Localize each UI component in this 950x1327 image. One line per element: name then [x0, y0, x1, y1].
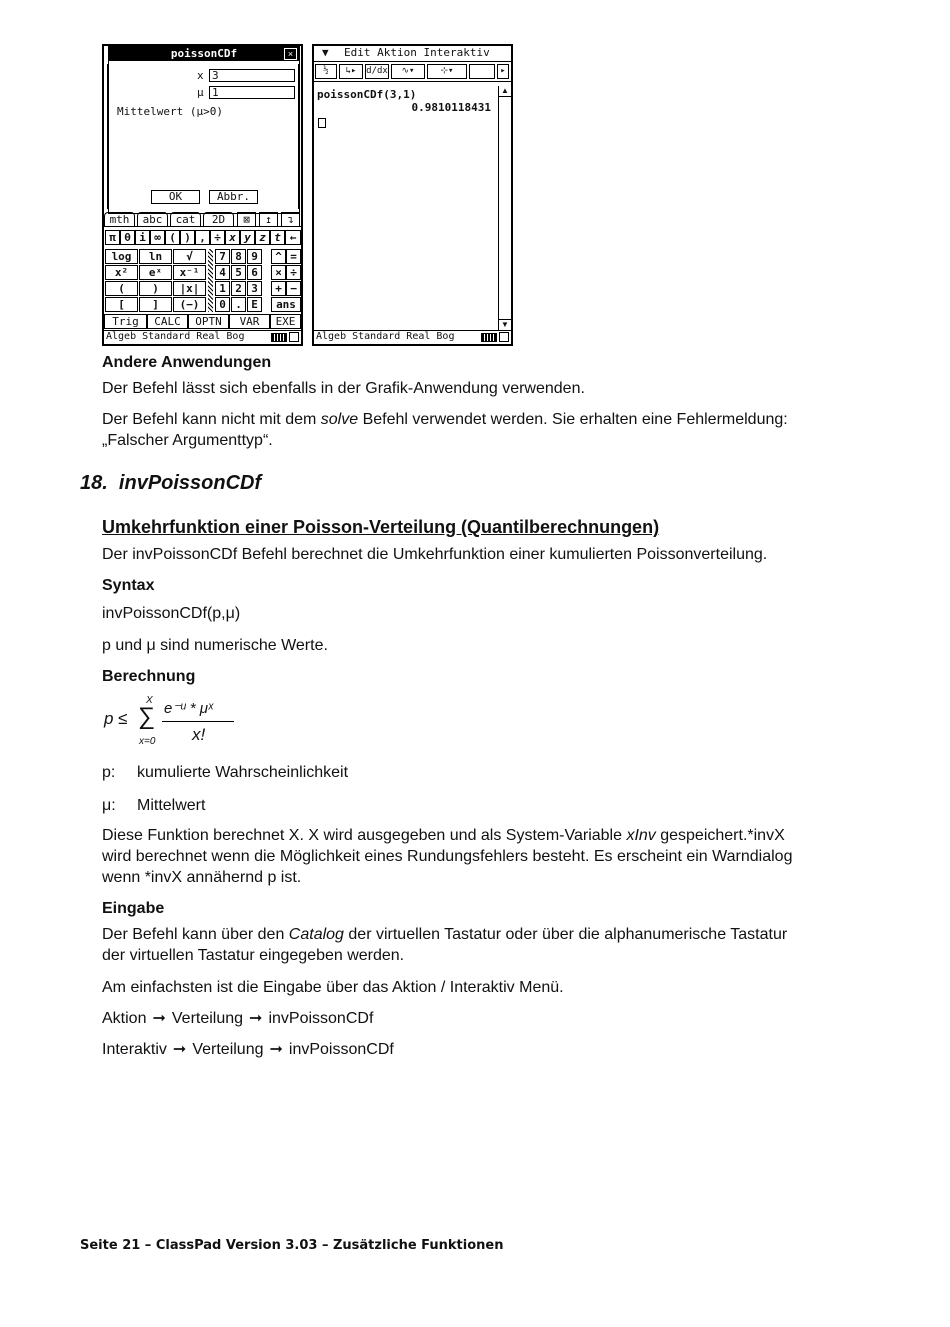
derivative-icon[interactable]: d/dx	[365, 64, 389, 79]
scroll-down-icon[interactable]: ▼	[499, 319, 511, 330]
key-e[interactable]: E	[247, 297, 262, 312]
eingabe-line-3: Am einfachsten ist die Eingabe über das Aktion / Interaktiv Menü.	[102, 979, 564, 996]
intro-paragraph: Der invPoissonCDf Befehl berechnet die Umkehrfunktion einer kumulierten Poissonverteilung.	[102, 546, 768, 563]
key-infinity[interactable]: ∞	[150, 230, 165, 245]
window-icon[interactable]	[289, 332, 299, 342]
toolbar-blank[interactable]	[469, 64, 495, 79]
description-line-3: wenn *invX annähernd p ist.	[102, 869, 302, 886]
battery-icon	[481, 333, 497, 342]
menu-bar	[314, 46, 511, 62]
andere-paragraph-2	[102, 409, 788, 430]
ein-1-start: Der Befehl kann über den	[102, 926, 289, 943]
key-log[interactable]: log	[105, 249, 138, 264]
x-input[interactable]: 3	[209, 69, 295, 82]
menu-path-aktion	[102, 1008, 373, 1029]
formula-lhs: p ≤	[104, 709, 128, 728]
desc-1-end: gespeichert.*invX	[655, 827, 785, 844]
close-icon[interactable]: ×	[284, 48, 297, 60]
key-9[interactable]: 9	[247, 249, 262, 264]
key-ln[interactable]: ln	[139, 249, 172, 264]
result-value: 0.9810118431	[411, 101, 491, 114]
key-open-brace[interactable]: (	[165, 230, 180, 245]
path-interaktiv: Interaktiv	[102, 1041, 167, 1058]
def-p-key: p:	[102, 764, 116, 781]
scrollbar[interactable]	[104, 64, 108, 209]
fraction-line	[162, 721, 234, 722]
key-close-brace[interactable]: )	[180, 230, 195, 245]
andere-paragraph-1: Der Befehl lässt sich ebenfalls in der Grafik-Anwendung verwenden.	[102, 380, 585, 397]
solve-term: solve	[320, 411, 359, 428]
keyboard-close-icon[interactable]: ⊠	[237, 212, 256, 226]
arrow-icon: ➞	[172, 1041, 187, 1058]
tab-mth[interactable]: mth	[104, 212, 135, 226]
mu-input[interactable]: 1	[209, 86, 295, 99]
mean-note: Mittelwert (μ>0)	[117, 105, 223, 118]
symbol-row	[105, 230, 301, 245]
menu-items[interactable]: Edit Aktion Interaktiv	[344, 46, 490, 59]
key-comma[interactable]: ,	[195, 230, 210, 245]
battery-icon	[271, 333, 287, 342]
xinv-term: xInv	[626, 827, 656, 844]
calc-heading: Berechnung	[102, 668, 196, 685]
catalog-term: Catalog	[288, 926, 344, 943]
arrow-icon: ➞	[249, 1010, 263, 1027]
formula	[104, 695, 244, 751]
def-mu-key: μ:	[102, 797, 116, 814]
key-ans[interactable]: ans	[271, 297, 301, 312]
left-calculator-screen	[102, 44, 303, 346]
key-1[interactable]: 1	[215, 281, 230, 296]
toolbar-next-icon[interactable]: ▸	[497, 64, 509, 79]
key-2[interactable]: 2	[231, 281, 246, 296]
keyboard-down-icon[interactable]: ↴	[281, 212, 300, 226]
subheading: Umkehrfunktion einer Poisson-Verteilung (Quantilberechnungen)	[102, 517, 660, 537]
eingabe-heading: Eingabe	[102, 900, 165, 917]
path-verteilung: Verteilung	[192, 1041, 264, 1058]
scrollbar[interactable]	[498, 86, 511, 330]
key-store[interactable]: ÷	[210, 230, 225, 245]
andere-paragraph-3: „Falscher Argumenttyp“.	[102, 432, 273, 449]
key-0[interactable]: 0	[215, 297, 230, 312]
key-negative[interactable]: (−)	[173, 297, 206, 312]
key-calc[interactable]: CALC	[147, 314, 188, 329]
key-close-bracket[interactable]: ]	[139, 297, 172, 312]
ein-1-end: der virtuellen Tastatur oder über die alphanumerische Tastatur	[343, 926, 788, 943]
key-open-paren[interactable]: (	[105, 281, 138, 296]
menu-path-interaktiv	[102, 1039, 394, 1060]
key-pi[interactable]: π	[105, 230, 120, 245]
andere-p2-start: Der Befehl kann nicht mit dem	[102, 411, 321, 428]
key-open-bracket[interactable]: [	[105, 297, 138, 312]
key-square[interactable]: x²	[105, 265, 138, 280]
scrollbar-right[interactable]	[298, 64, 302, 209]
cursor[interactable]	[318, 118, 326, 128]
key-z[interactable]: z	[255, 230, 270, 245]
tab-cat[interactable]: cat	[170, 212, 201, 226]
key-var[interactable]: VAR	[229, 314, 270, 329]
key-6[interactable]: 6	[247, 265, 262, 280]
tab-abc[interactable]: abc	[137, 212, 168, 226]
field-mu-label: μ	[197, 86, 204, 99]
status-bar	[104, 330, 301, 344]
formula-denominator: x!	[192, 725, 206, 744]
fraction-icon[interactable]: ½	[315, 64, 337, 79]
def-mu: Mittelwert	[137, 797, 206, 814]
menu-dropdown-icon[interactable]: ▼	[322, 46, 329, 59]
syntax-line: invPoissonCDf(p,μ)	[102, 605, 241, 622]
toolbar	[314, 63, 511, 82]
def-p: kumulierte Wahrscheinlichkeit	[137, 764, 349, 781]
syntax-heading: Syntax	[102, 577, 155, 594]
desc-1-start: Diese Funktion berechnet X. X wird ausgegeben und als System-Variable	[102, 827, 627, 844]
keyboard-up-icon[interactable]: ↥	[259, 212, 278, 226]
path-command: invPoissonCDf	[268, 1010, 374, 1027]
path-verteilung: Verteilung	[171, 1010, 244, 1027]
sum-symbol: ∑	[138, 703, 156, 730]
key-t[interactable]: t	[270, 230, 285, 245]
andere-p2-end: Befehl verwendet werden. Sie erhalten eine Fehlermeldung:	[358, 411, 788, 428]
cancel-button[interactable]: Abbr.	[209, 190, 258, 204]
keyboard-divider	[104, 226, 301, 227]
key-close-paren[interactable]: )	[139, 281, 172, 296]
tab-2d[interactable]: 2D	[203, 212, 234, 226]
simplify-icon[interactable]: ↳▸	[339, 64, 363, 79]
ok-button[interactable]: OK	[151, 190, 200, 204]
key-x[interactable]: x	[225, 230, 240, 245]
function-row	[104, 314, 301, 329]
backspace-icon[interactable]: ←	[285, 230, 301, 245]
status-text: Algeb Standard Real Bog	[316, 331, 455, 342]
arrow-icon: ➞	[152, 1010, 166, 1027]
window-icon[interactable]	[499, 332, 509, 342]
eingabe-line-2: der virtuellen Tastatur eingegeben werden.	[102, 947, 405, 964]
key-inverse[interactable]: x⁻¹	[173, 265, 206, 280]
key-divide[interactable]: ÷	[286, 265, 301, 280]
input-line: poissonCDf(3,1)	[317, 88, 417, 101]
key-trig[interactable]: Trig	[104, 314, 147, 329]
keyboard-tabs	[104, 212, 301, 226]
key-8[interactable]: 8	[231, 249, 246, 264]
section-title: 18. invPoissonCDf	[80, 472, 262, 494]
key-7[interactable]: 7	[215, 249, 230, 264]
key-3[interactable]: 3	[247, 281, 262, 296]
right-calculator-screen	[312, 44, 513, 346]
key-exp[interactable]: eˣ	[139, 265, 172, 280]
description-line-1	[102, 825, 785, 846]
key-abs[interactable]: |x|	[173, 281, 206, 296]
formula-upper: X	[146, 695, 153, 706]
formula-lower: x=0	[139, 736, 156, 747]
key-5[interactable]: 5	[231, 265, 246, 280]
geometry-icon[interactable]: ⊹▾	[427, 64, 467, 79]
status-bar	[314, 330, 511, 344]
key-exe[interactable]: EXE	[270, 314, 301, 329]
key-y[interactable]: y	[240, 230, 255, 245]
key-power[interactable]: ^	[271, 249, 286, 264]
key-minus[interactable]: −	[286, 281, 301, 296]
key-plus[interactable]: +	[271, 281, 286, 296]
page-footer: Seite 21 – ClassPad Version 3.03 – Zusätzliche Funktionen	[80, 1238, 504, 1253]
key-separator	[264, 249, 269, 312]
key-decimal[interactable]: .	[231, 297, 246, 312]
eingabe-line-1	[102, 924, 787, 945]
key-optn[interactable]: OPTN	[188, 314, 229, 329]
key-i[interactable]: i	[135, 230, 150, 245]
andere-heading: Andere Anwendungen	[102, 354, 272, 371]
status-text: Algeb Standard Real Bog	[106, 331, 245, 342]
key-sqrt[interactable]: √	[173, 249, 206, 264]
key-separator	[208, 249, 213, 312]
field-x-label: x	[197, 69, 204, 82]
key-theta[interactable]: θ	[120, 230, 135, 245]
arrow-icon: ➞	[269, 1041, 283, 1058]
formula-numerator: e⁻ᵘ * μˣ	[164, 700, 213, 717]
key-multiply[interactable]: ×	[271, 265, 286, 280]
description-line-2: wird berechnet wenn die Möglichkeit eines Rundungsfehlers besteht. Es erscheint ein Warndialog	[102, 848, 793, 865]
path-aktion: Aktion	[102, 1010, 147, 1027]
dialog-poissoncdf	[108, 46, 300, 214]
path-command: invPoissonCDf	[288, 1041, 394, 1058]
graph-icon[interactable]: ∿▾	[391, 64, 425, 79]
key-4[interactable]: 4	[215, 265, 230, 280]
scroll-up-icon[interactable]: ▲	[499, 86, 511, 97]
syntax-note: p und μ sind numerische Werte.	[102, 637, 328, 654]
dialog-title: poissonCDf	[109, 47, 299, 61]
key-equals[interactable]: =	[286, 249, 301, 264]
